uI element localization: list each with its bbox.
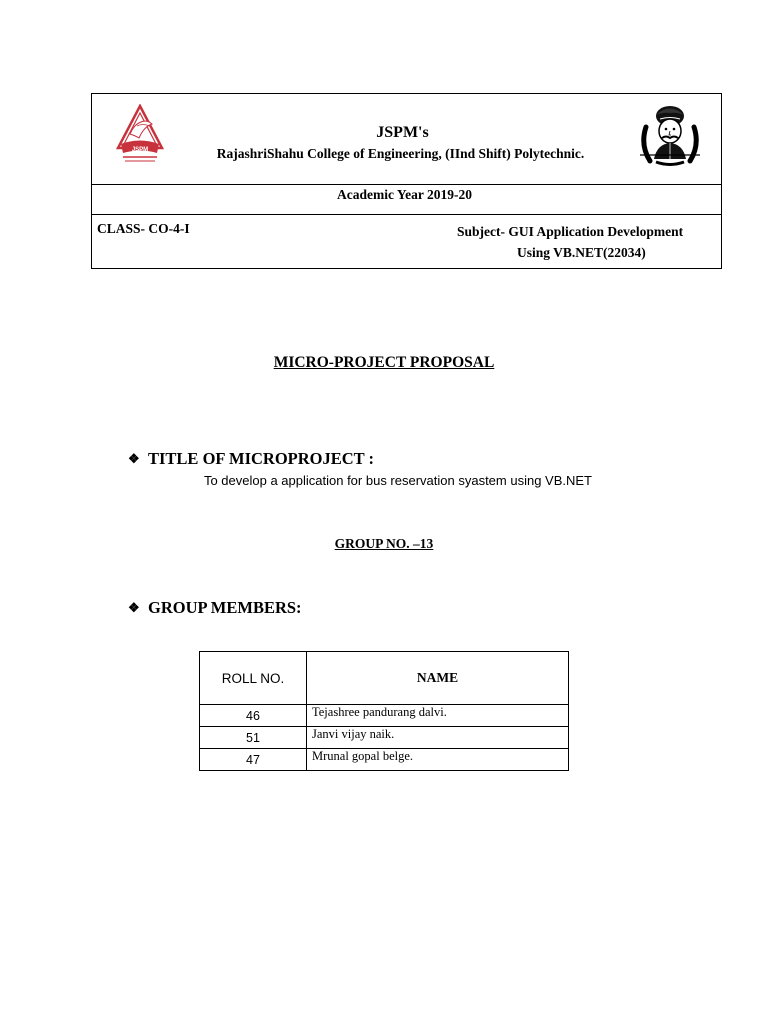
header-box [91,93,722,269]
members-section-heading [128,598,302,618]
subject-line-2: Using VB.NET(22034) [517,245,646,260]
org-name: JSPM's [376,124,429,141]
diamond-bullet-icon: ❖ [128,451,140,466]
title-section-heading [128,449,374,469]
roll-cell: 47 [200,749,307,771]
proposal-title: MICRO-PROJECT PROPOSAL [273,354,495,371]
table-row [200,749,569,771]
roll-cell: 46 [200,705,307,727]
title-heading-text: TITLE OF MICROPROJECT : [148,449,374,468]
diamond-bullet-icon: ❖ [128,600,140,615]
members-heading-text: GROUP MEMBERS: [148,598,302,617]
name-cell: Janvi vijay naik. [307,727,569,749]
academic-year: Academic Year 2019-20 [337,187,472,202]
name-cell: Tejashree pandurang dalvi. [307,705,569,727]
name-cell: Mrunal gopal belge. [307,749,569,771]
roll-cell: 51 [200,727,307,749]
project-title-text: To develop a application for bus reservation syastem using VB.NET [203,473,593,488]
subject-label [457,221,719,263]
group-members-table [199,651,569,771]
jspm-logo-label: JSPM [131,147,149,154]
roll-no-header: ROLL NO. [200,652,307,705]
group-number: GROUP NO. –13 [334,536,434,551]
name-header: NAME [307,652,569,705]
subject-line-1: Subject- GUI Application Development [457,224,684,239]
header-top-row [92,94,721,185]
table-header-row [200,652,569,705]
table-row [200,705,569,727]
founder-portrait-emblem [632,103,708,169]
table-row [200,727,569,749]
academic-year-row [92,184,721,215]
college-name: RajashriShahu College of Engineering, (IInd Shift) Polytechnic. [216,146,585,161]
class-label: CLASS- CO-4-I [97,221,190,236]
